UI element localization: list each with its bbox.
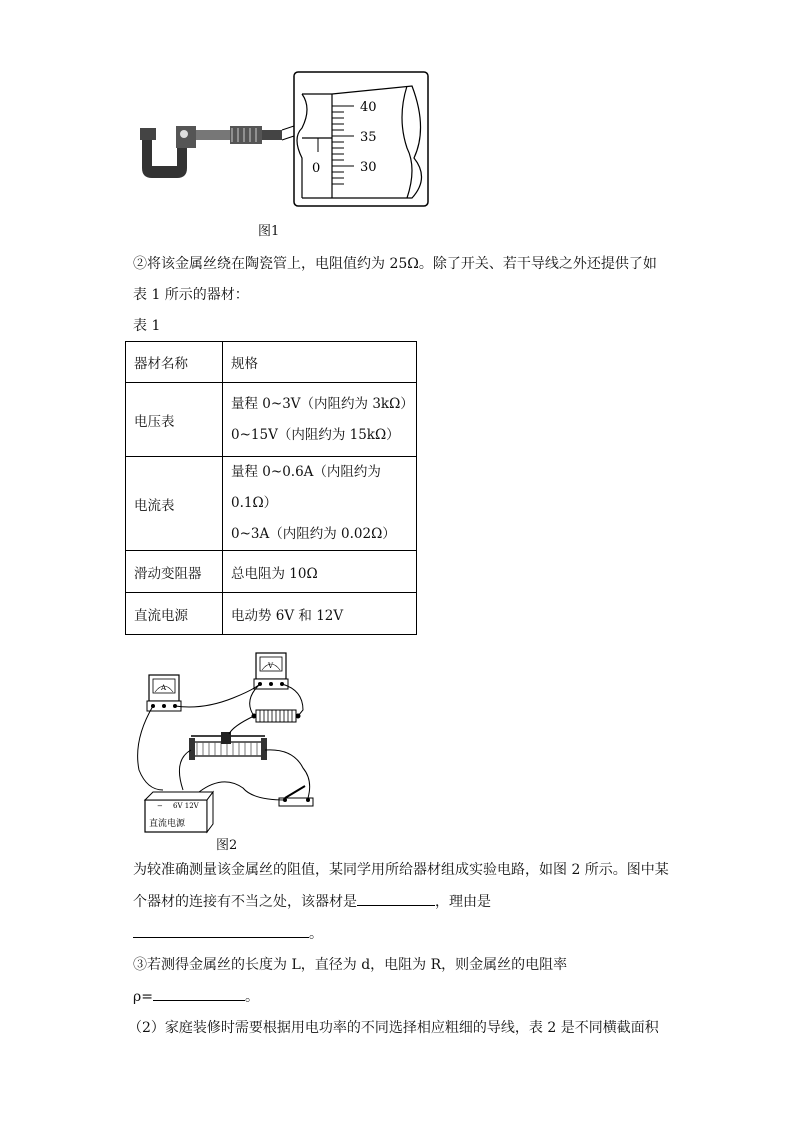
equipment-table bbox=[125, 341, 417, 635]
table-row bbox=[126, 593, 417, 635]
svg-text:6V 12V: 6V 12V bbox=[173, 802, 199, 810]
paragraph4-line2-suffix: 。 bbox=[244, 989, 259, 1005]
paragraph3-line2-prefix: 个器材的连接有不当之处，该器材是 bbox=[133, 894, 357, 910]
svg-text:−: − bbox=[157, 802, 163, 810]
table1-title: 表 1 bbox=[133, 318, 161, 334]
answer-blank-resistivity[interactable] bbox=[153, 986, 245, 1001]
paragraph3-line2 bbox=[133, 891, 673, 912]
table-row bbox=[126, 457, 417, 551]
svg-text:V: V bbox=[268, 662, 274, 670]
table-row bbox=[126, 383, 417, 457]
svg-text:A: A bbox=[161, 684, 167, 692]
table-cell-spec bbox=[223, 457, 417, 551]
micrometer-figure bbox=[132, 68, 432, 210]
svg-text:直流电源: 直流电源 bbox=[149, 819, 186, 829]
scale-label-30: 30 bbox=[360, 160, 377, 175]
table-cell-spec bbox=[223, 383, 417, 457]
table-cell-spec: 总电阻为 10Ω bbox=[223, 551, 417, 593]
scale-label-40: 40 bbox=[360, 100, 377, 115]
paragraph3-line3-suffix: 。 bbox=[309, 926, 323, 942]
answer-blank-reason[interactable] bbox=[133, 923, 309, 938]
figure2-caption: 图2 bbox=[216, 838, 238, 853]
spec-line: 量程 0~0.6A（内阻约为 0.1Ω） bbox=[231, 464, 381, 511]
table-cell-name: 电压表 bbox=[126, 383, 223, 457]
figure1-caption: 图1 bbox=[258, 224, 280, 239]
ammeter-icon bbox=[147, 675, 181, 711]
scale-label-35: 35 bbox=[360, 130, 377, 145]
table-header-row bbox=[126, 342, 417, 383]
table-cell-spec: 电动势 6V 和 12V bbox=[223, 593, 417, 635]
paragraph4-line1: ③若测得金属丝的长度为 L，直径为 d，电阻为 R，则金属丝的电阻率 bbox=[133, 957, 568, 973]
table-row bbox=[126, 551, 417, 593]
paragraph3-line3 bbox=[133, 923, 673, 944]
paragraph5-line1: （2）家庭装修时需要根据用电功率的不同选择相应粗细的导线，表 2 是不同横截面积 bbox=[128, 1020, 659, 1036]
table-header-name: 器材名称 bbox=[126, 342, 223, 383]
spec-line: 0~15V（内阻约为 15kΩ） bbox=[231, 426, 400, 443]
table-cell-name: 电流表 bbox=[126, 457, 223, 551]
paragraph2-line2: 表 1 所示的器材： bbox=[133, 287, 249, 303]
paragraph3-line2-middle: ，理由是 bbox=[435, 894, 491, 910]
voltmeter-icon bbox=[254, 653, 288, 689]
paragraph4-line2 bbox=[133, 986, 673, 1007]
spec-line: 量程 0~3V（内阻约为 3kΩ） bbox=[231, 395, 414, 412]
circuit-figure bbox=[133, 650, 333, 835]
paragraph3-line1: 为较准确测量该金属丝的阻值，某同学用所给器材组成实验电路，如图 2 所示。图中某 bbox=[133, 862, 669, 878]
scale-zero-label: 0 bbox=[312, 161, 321, 176]
battery-icon bbox=[145, 792, 213, 832]
rheostat-icon bbox=[189, 732, 267, 760]
resistor-icon bbox=[252, 710, 301, 722]
answer-blank-device[interactable] bbox=[357, 891, 435, 906]
table-cell-name: 直流电源 bbox=[126, 593, 223, 635]
spec-line: 0~3A（内阻约为 0.02Ω） bbox=[231, 526, 396, 542]
paragraph4-line2-prefix: ρ= bbox=[133, 989, 153, 1005]
paragraph2-line1: ②将该金属丝绕在陶瓷管上，电阻值约为 25Ω。除了开关、若干导线之外还提供了如 bbox=[133, 256, 657, 272]
table-cell-name: 滑动变阻器 bbox=[126, 551, 223, 593]
table-header-spec: 规格 bbox=[223, 342, 417, 383]
switch-icon bbox=[279, 786, 313, 806]
